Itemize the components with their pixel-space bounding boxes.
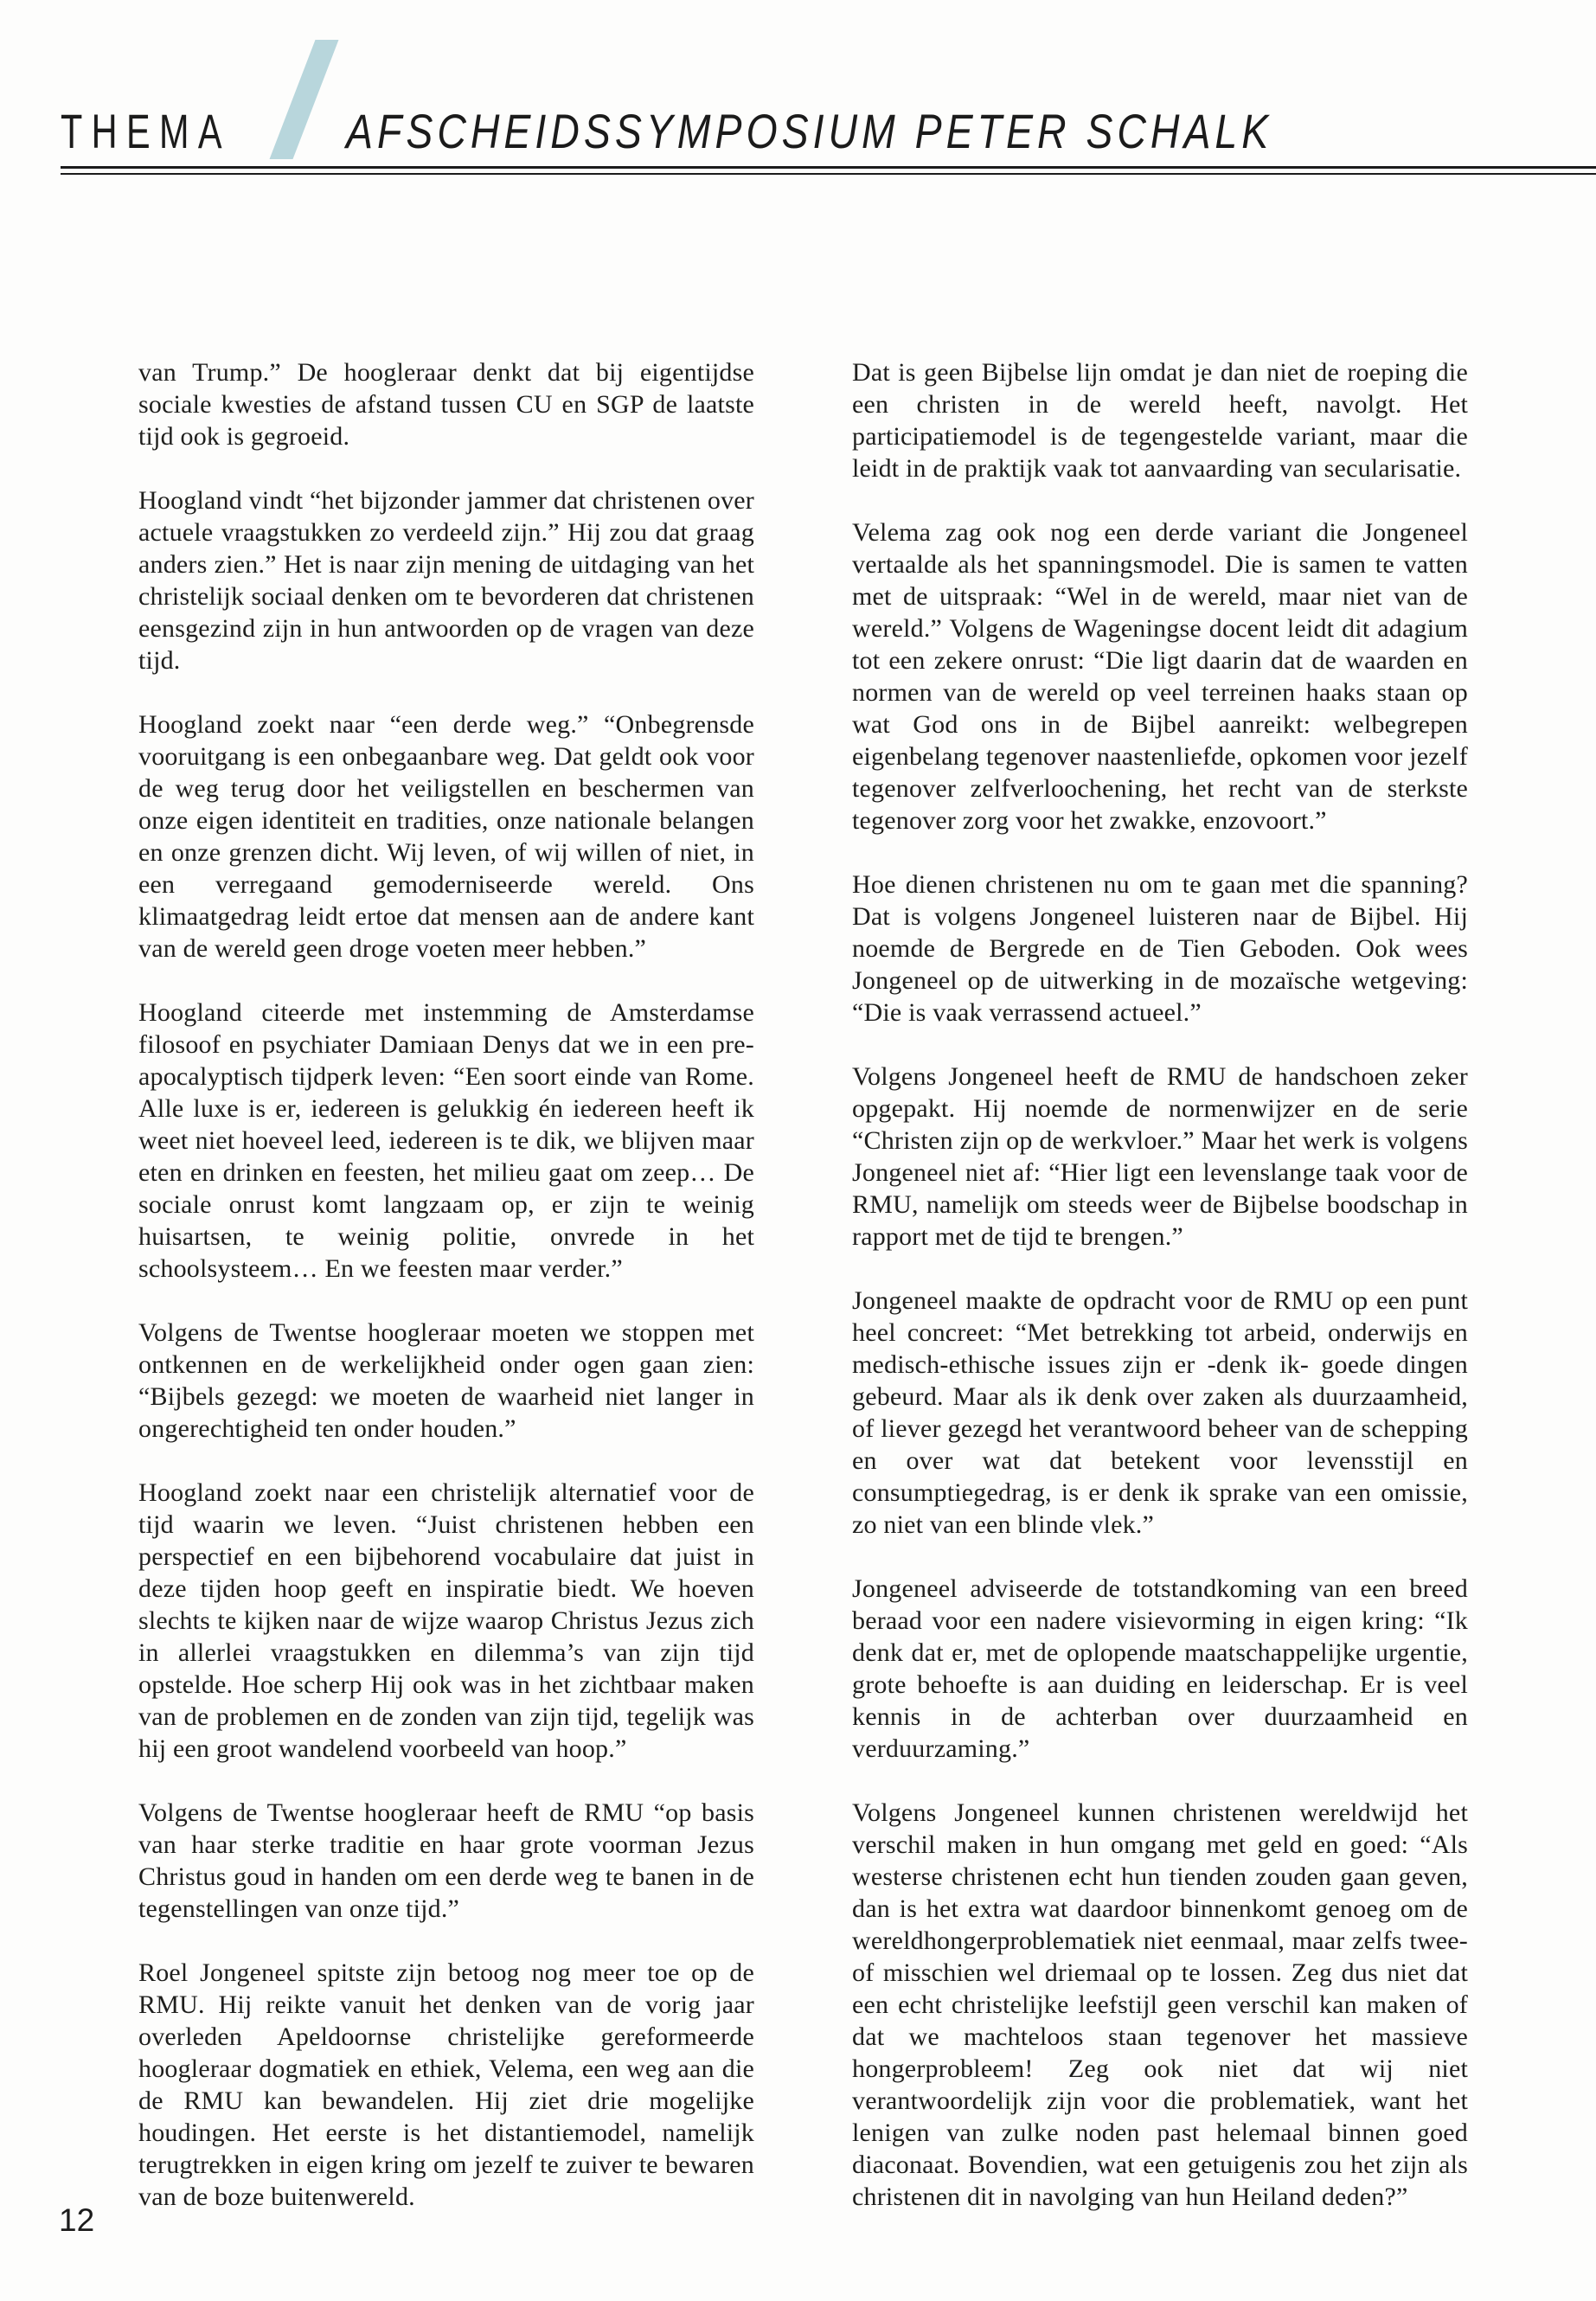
paragraph: Hoogland vindt “het bijzonder jammer dat christenen over actuele vraagstukken zo verdeeld zijn.” Hij zou dat graag anders zien.” Het is naar zijn mening de uitdaging van het christelijk sociaal denken om te bevorderen dat christenen eensgezind zijn in hun antwoorden op de vragen van deze tijd. (138, 486, 754, 675)
paragraph: Hoogland citeerde met instemming de Amsterdamse filosoof en psychiater Damiaan Denys dat we in een pre-apocalyptisch tijdperk leven: “Een soort einde van Rome. Alle luxe is er, iedereen is gelukkig én iedereen heeft ik weet niet hoeveel leed, iedereen is te dik, we blijven maar eten en drinken en feesten, het milieu gaat om zeep… De sociale onrust komt langzaam op, er zijn te weinig huisartsen, te weinig politie, onvrede in het schoolsysteem… En we feesten maar verder.” (138, 998, 754, 1283)
paragraph: van Trump.” De hoogleraar denkt dat bij eigentijdse sociale kwesties de afstand tussen CU en SGP de laatste tijd ook is gegroeid. (138, 358, 754, 451)
paragraph: Roel Jongeneel spitste zijn betoog nog meer toe op de RMU. Hij reikte vanuit het denken van de vorig jaar overleden Apeldoornse christelijke gereformeerde hoogleraar dogmatiek en ethiek, Velema, een weg aan die de RMU kan bewandelen. Hij ziet drie mogelijke houdingen. Het eerste is het distantiemodel, namelijk terugtrekken in eigen kring om jezelf te zuiver te bewaren van de boze buitenwereld. (138, 1958, 754, 2211)
header-rule (61, 166, 1596, 175)
paragraph: Hoogland zoekt naar een christelijk alternatief voor de tijd waarin we leven. “Juist christenen hebben een perspectief en een bijbehorend vocabulaire dat juist in deze tijden hoop geeft en inspiratie biedt. We hoeven slechts te kijken naar de wijze waarop Christus Jezus zich in allerlei vraagstukken en dilemma’s van zijn tijd opstelde. Hoe scherp Hij ook was in het zichtbaar maken van de problemen en de zonden van zijn tijd, tegelijk was hij een groot wandelend voorbeeld van hoop.” (138, 1478, 754, 1763)
section-divider-slash (270, 40, 339, 159)
paragraph: Volgens Jongeneel heeft de RMU de handschoen zeker opgepakt. Hij noemde de normenwijzer en de serie “Christen zijn op de werkvloer.” Maar het werk is volgens Jongeneel niet af: “Hier ligt een levenslange taak voor de RMU, namelijk om steeds weer de Bijbelse boodschap in rapport met de tijd te brengen.” (852, 1062, 1468, 1251)
article-left-column (138, 356, 754, 2245)
paragraph: Hoogland zoekt naar “een derde weg.” “Onbegrensde vooruitgang is een onbegaanbare weg. Dat geldt ook voor de weg terug door het veiligstellen en beschermen van onze eigen identiteit en tradities, onze nationale belangen en onze grenzen dicht. Wij leven, of wij willen of niet, in een verregaand gemoderniseerde wereld. Ons klimaatgedrag leidt ertoe dat mensen aan de andere kant van de wereld geen droge voeten meer hebben.” (138, 710, 754, 963)
paragraph: Volgens de Twentse hoogleraar heeft de RMU “op basis van haar sterke traditie en haar grote voorman Jezus Christus goud in handen om een derde weg te banen in de tegenstellingen van onze tijd.” (138, 1798, 754, 1923)
paragraph: Velema zag ook nog een derde variant die Jongeneel vertaalde als het spanningsmodel. Die is samen te vatten met de uitspraak: “Wel in de wereld, maar niet van de wereld.” Volgens de Wageningse docent leidt dit adagium tot een zekere onrust: “Die ligt daarin dat de waarden en normen van de wereld op veel terreinen haaks staan op wat God ons in de Bijbel aanreikt: welbegrepen eigenbelang tegenover naastenliefde, opkomen voor jezelf tegenover zelfverloochening, het recht van de sterkste tegenover zorg voor het zwakke, enzovoort.” (852, 518, 1468, 835)
paragraph: Volgens Jongeneel kunnen christenen wereldwijd het verschil maken in hun omgang met geld en goed: “Als westerse christenen echt hun tienden zouden gaan geven, dan is het extra wat daardoor binnenkomt genoeg om de wereldhongerproblematiek niet eenmaal, maar zelfs twee- of misschien wel driemaal op te lossen. Zeg dus niet dat een echt christelijke leefstijl geen verschil kan maken of dat we machteloos staan tegenover het massieve hongerprobleem! Zeg ook niet dat wij niet verantwoordelijk zijn voor die problematiek, want het lenigen van zulke noden past helemaal binnen goed diaconaat. Bovendien, wat een getuigenis zou het zijn als christenen dit in navolging van hun Heiland deden?” (852, 1798, 1468, 2211)
paragraph: Hoe dienen christenen nu om te gaan met die spanning? Dat is volgens Jongeneel luisteren naar de Bijbel. Hij noemde de Bergrede en de Tien Geboden. Ook wees Jongeneel op de uitwerking in de mozaïsche wetgeving: “Die is vaak verrassend actueel.” (852, 870, 1468, 1027)
page-title: AFSCHEIDSSYMPOSIUM PETER SCHALK (346, 104, 1273, 158)
page-number: 12 (59, 2202, 95, 2238)
section-label: THEMA (61, 104, 231, 158)
article-right-column (852, 356, 1468, 2245)
paragraph: Jongeneel maakte de opdracht voor de RMU op een punt heel concreet: “Met betrekking tot arbeid, onderwijs en medisch-ethische issues zijn er -denk ik- goede dingen gebeurd. Maar als ik denk over zaken als duurzaamheid, of liever gezegd het verantwoord beheer van de schepping en over wat dat betekent voor levensstijl en consumptiegedrag, is er denk ik sprake van een omissie, zo niet van een blinde vlek.” (852, 1286, 1468, 1539)
paragraph: Jongeneel adviseerde de totstandkoming van een breed beraad voor een nadere visievorming in eigen kring: “Ik denk dat er, met de oplopende maatschappelijke urgentie, grote behoefte is aan duiding en leiderschap. Er is veel kennis in de achterban over duurzaamheid en verduurzaming.” (852, 1574, 1468, 1763)
paragraph: Volgens de Twentse hoogleraar moeten we stoppen met ontkennen en de werkelijkheid onder ogen gaan zien: “Bijbels gezegd: we moeten de waarheid niet langer in ongerechtigheid ten onder houden.” (138, 1318, 754, 1443)
page-header (0, 0, 1596, 182)
paragraph: Dat is geen Bijbelse lijn omdat je dan niet de roeping die een christen in de wereld heeft, navolgt. Het participatiemodel is de tegengestelde variant, maar die leidt in de praktijk vaak tot aanvaarding van secularisatie. (852, 358, 1468, 483)
